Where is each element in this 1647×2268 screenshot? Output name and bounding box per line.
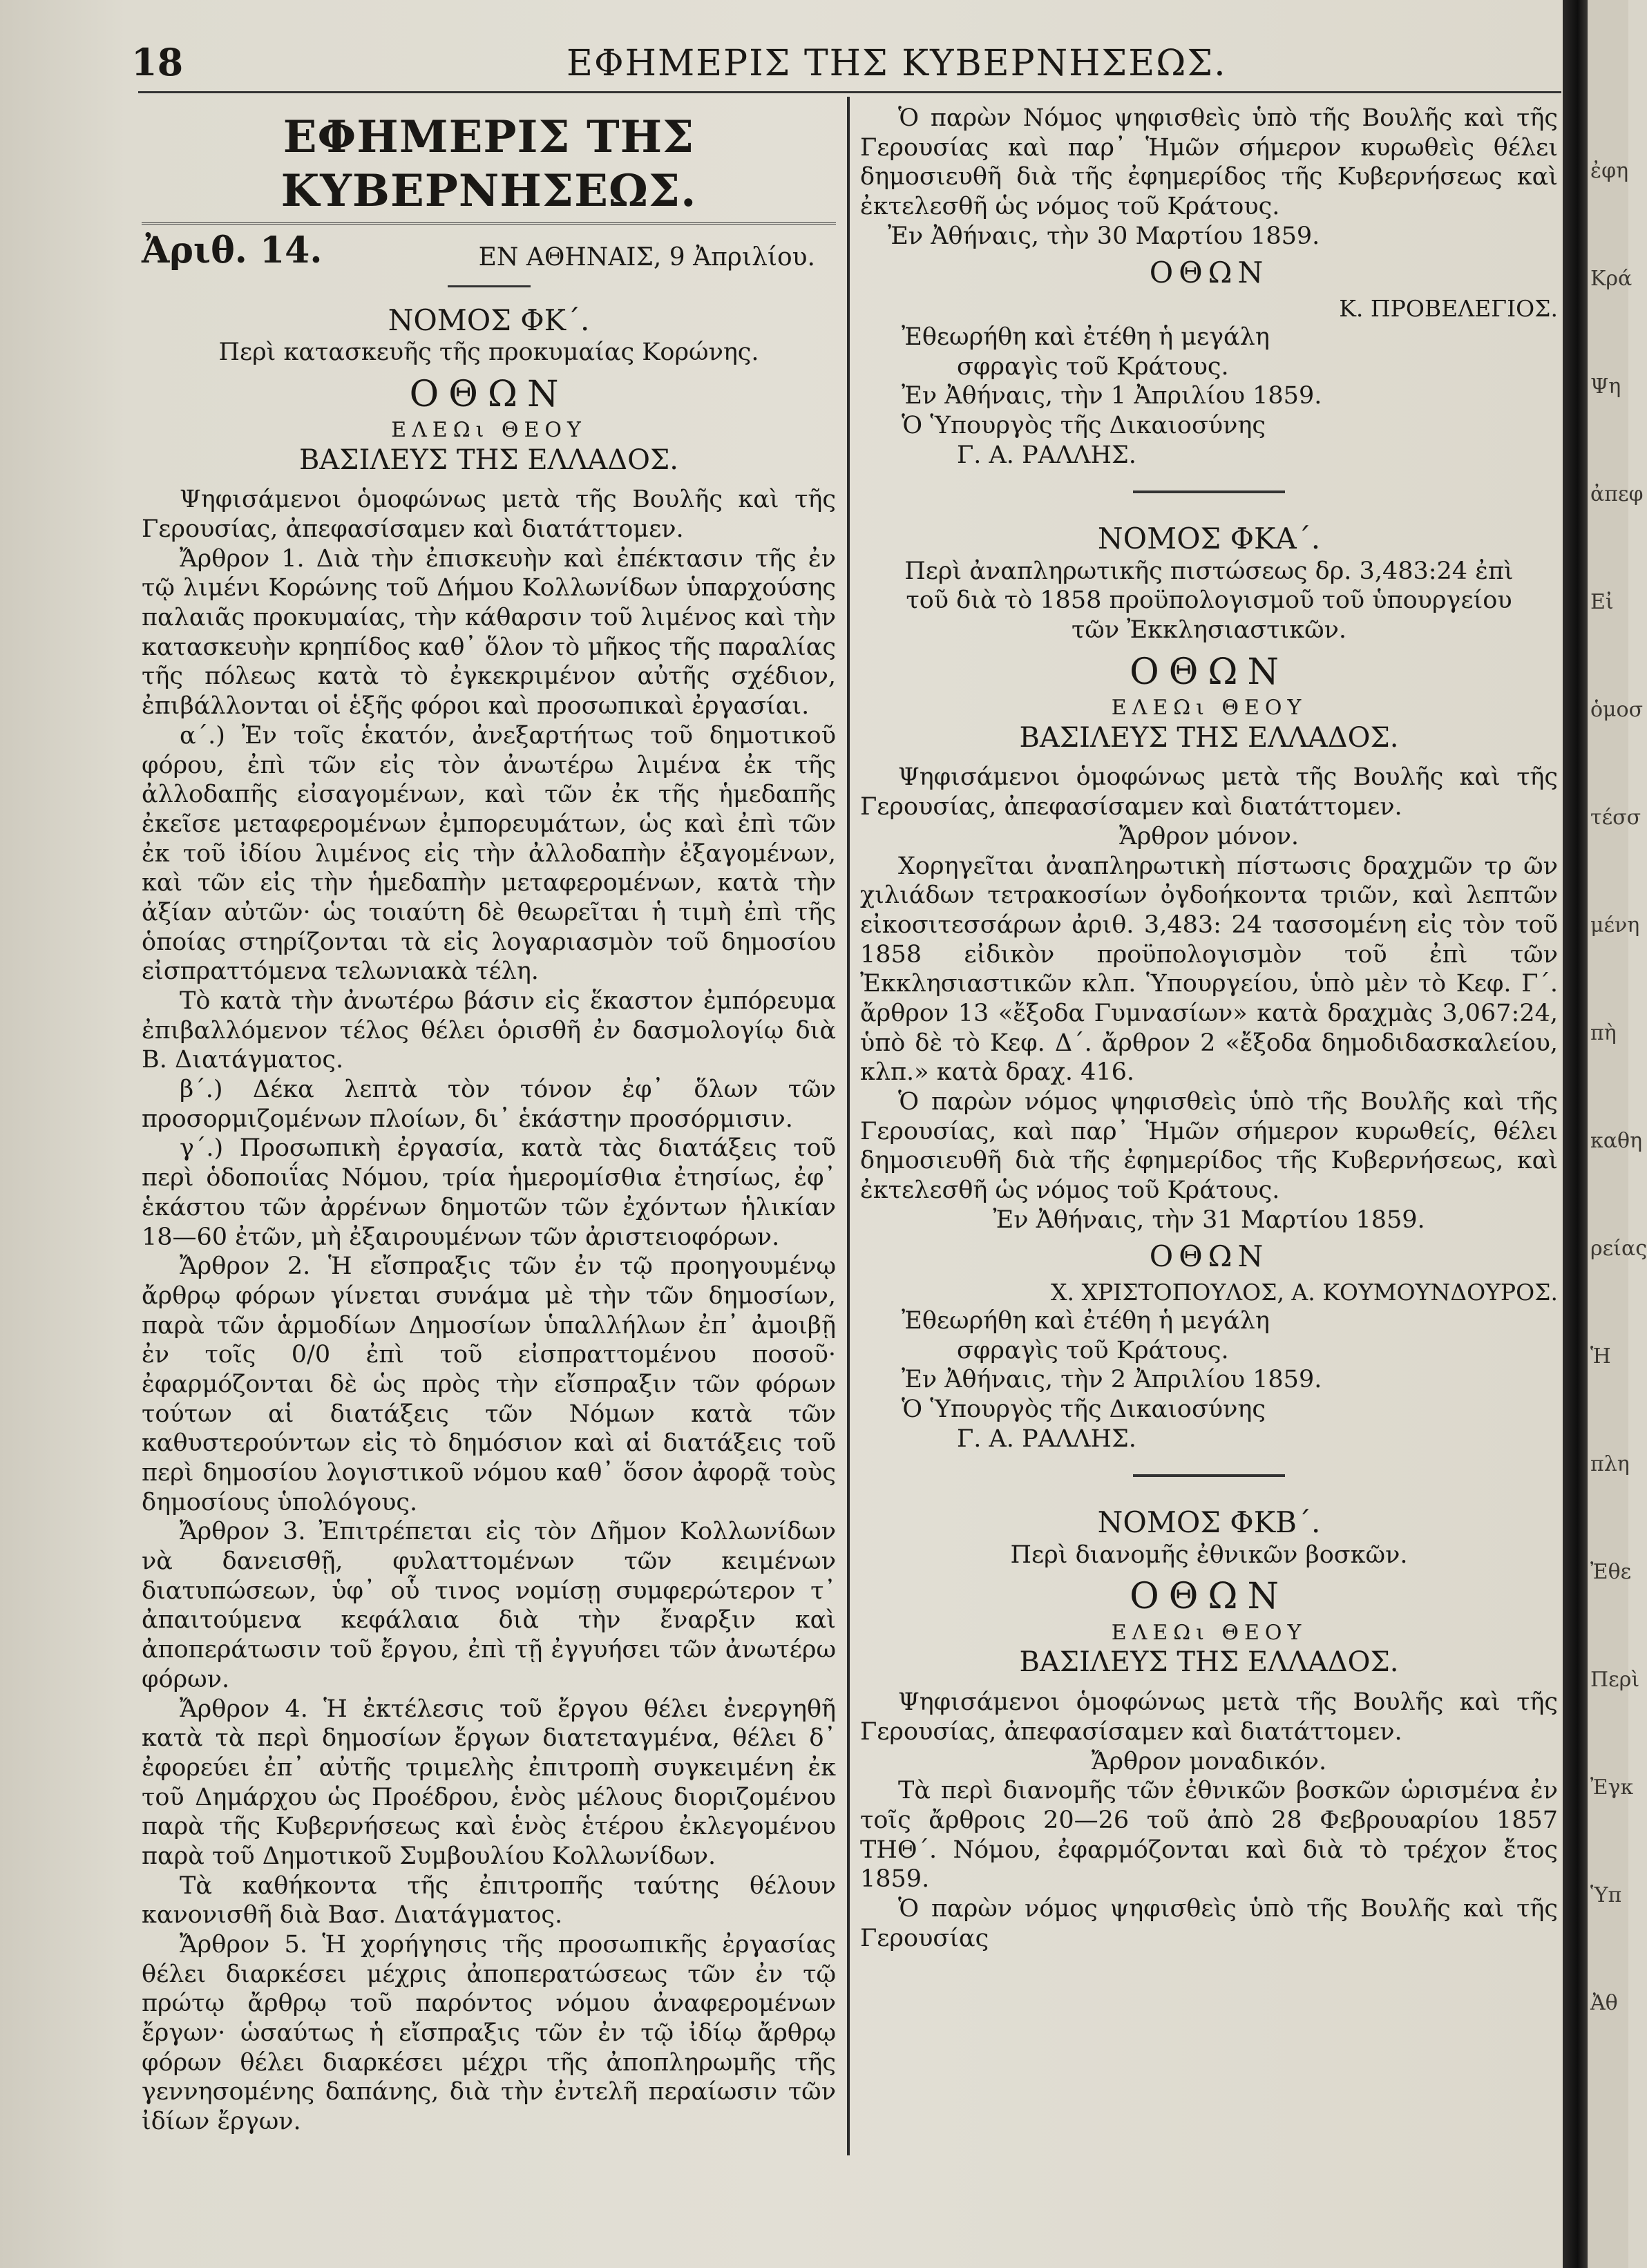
page-number: 18	[131, 40, 184, 84]
header-rule	[138, 91, 1561, 93]
law-paragraph: Ἄρθρον 2. Ἡ εἴσπραξις τῶν ἐν τῷ προηγουμένῳ ἄρθρῳ φόρων γίνεται συνάμα μὲ τὴν τῶν δημοσίων, παρὰ τῶν ἁρμοδίων Δημοσίων ὑπαλλήλων ἐπ᾽ ἀμοιβῇ ἐν τοῖς 0/0 ἐπὶ τοῦ εἰσπραττομένου ποσοῦ· ἐφαρμόζονται δὲ ὡς πρὸς τὴν εἴσπραξιν τῶν φόρων τούτων αἱ διατάξεις τῶν Νόμων κατὰ τῶν καθυστερούντων εἰς τὸ δημόσιον καὶ αἱ διατάξεις τοῦ περὶ δημοσίου λογιστικοῦ νόμου καθ᾽ ὅσον ἀφορᾷ τοὺς δημοσίους ὑπολόγους.	[142, 1252, 836, 1516]
section-rule	[1133, 1474, 1285, 1477]
law-closing-paragraph: Ὁ παρὼν νόμος ψηφισθεὶς ὑπὸ τῆς Βουλῆς καὶ τῆς Γερουσίας	[860, 1894, 1558, 1952]
king-signature: ΟΘΩΝ	[1149, 1239, 1269, 1274]
royal-title: ΒΑΣΙΛΕΥΣ ΤΗΣ ΕΛΛΑΔΟΣ.	[1019, 1646, 1399, 1679]
law-paragraph: Ἄρθρον 5. Ἡ χορήγησις τῆς προσωπικῆς ἐργασίας θέλει διαρκέσει μέχρις ἀποπερατώσεως τῶν ἐν τῷ πρώτῳ ἄρθρῳ τοῦ παρόντος νόμου ἀναφερομένων ἔργων· ὡσαύτως ἡ εἴσπραξις τῶν ἐν τῷ ἰδίῳ ἄρθρῳ φόρων θέλει διαρκέσει μέχρι τῆς ἀποπληρωμῆς τῆς γεννησομένης δαπάνης, διὰ τὴν ἐντελῆ περαίωσιν τῶν ἰδίων ἔργων.	[142, 1931, 836, 2136]
justice-minister-title: Ὁ Ὑπουργὸς τῆς Δικαιοσύνης	[902, 1395, 1266, 1424]
adjacent-page-fragment: ρείας	[1590, 1237, 1647, 1261]
adjacent-page-fragment: ἐφη	[1590, 159, 1629, 183]
king-name: ΟΘΩΝ	[1130, 651, 1288, 693]
law-article: Χορηγεῖται ἀναπληρωτικὴ πίστωσις δραχμῶν τρ ῶν χιλιάδων τετρακοσίων ὀγδοήκοντα τριῶν, καὶ λεπτῶν εἰκοσιτεσσάρων ἀριθ. 3,483: 24 τασσομένη εἰς τὸν τοῦ 1858 εἰδικὸν προϋπολογισμὸν τοῦ ἐπὶ τῶν Ἐκκλησιαστικῶν κλπ. Ὑπουργείου, ὑπὸ μὲν τὸ Κεφ. Γ΄. ἄρθρον 13 «ἔξοδα Γυμνασίων» κατὰ δραχμὰς 3,067:24, ὑπὸ δὲ τὸ Κεφ. Δ΄. ἄρθρον 2 «ἔξοδα δημοδιδασκαλείου, κλπ.» κατὰ δραχ. 416.	[860, 852, 1558, 1087]
law-preamble: Ψηφισάμενοι ὁμοφώνως μετὰ τῆς Βουλῆς καὶ τῆς Γερουσίας, ἀπεφασίσαμεν καὶ διατάττομεν.	[860, 1688, 1558, 1746]
adjacent-page-fragment: πὴ	[1590, 1021, 1617, 1045]
issue-line	[142, 229, 836, 272]
masthead-title: ΕΦΗΜΕΡΙΣ ΤΗΣ ΚΥΒΕΡΝΗΣΕΩΣ.	[142, 111, 836, 225]
law-paragraph: Ψηφισάμενοι ὁμοφώνως μετὰ τῆς Βουλῆς καὶ τῆς Γερουσίας, ἀπεφασίσαμεν καὶ διατάττομεν.	[142, 486, 836, 544]
king-name: ΟΘΩΝ	[409, 373, 569, 415]
section-rule	[1133, 490, 1285, 493]
king-name: ΟΘΩΝ	[1130, 1576, 1288, 1618]
law-date: Ἐν Ἀθήναις, τὴν 30 Μαρτίου 1859.	[888, 222, 1320, 250]
divine-grace: ΕΛΕΩι ΘΕΟΥ	[391, 417, 587, 442]
adjacent-page-fragment: Ἀθ	[1590, 1991, 1618, 2015]
adjacent-page-fragment: ὁμοσ	[1590, 698, 1644, 722]
justice-minister-title: Ὁ Ὑπουργὸς τῆς Δικαιοσύνης	[902, 411, 1266, 439]
seal-note-2: σφραγὶς τοῦ Κράτους.	[957, 1336, 1229, 1364]
adjacent-page-fragment: Περὶ	[1590, 1668, 1640, 1692]
law-title: ΝΟΜΟΣ ΦΚΑ΄.	[1097, 522, 1321, 556]
book-spine	[1563, 0, 1588, 2268]
divine-grace: ΕΛΕΩι ΘΕΟΥ	[1111, 696, 1307, 721]
law-paragraph: Ἄρθρον 1. Διὰ τὴν ἐπισκευὴν καὶ ἐπέκτασιν τῆς ἐν τῷ λιμένι Κορώνης τοῦ Δήμου Κολλωνίδων ὑπαρχούσης παλαιᾶς προκυμαίας, τὴν κάθαρσιν τοῦ λιμένος καὶ τὴν κατασκευὴν κρηπίδος καθ᾽ ὅλον τὸ μῆκος τῆς παραλίας τῆς πόλεως κατὰ τὸ ἐγκεκριμένον αὐτῆς σχέδιον, ἐπιβάλλονται οἱ ἑξῆς φόροι καὶ προσωπικαὶ ἐργασίαι.	[142, 544, 836, 721]
adjacent-page-edge	[1588, 0, 1647, 2268]
section-rule	[448, 285, 531, 287]
adjacent-page-fragment: Ὑπ	[1590, 1883, 1622, 1907]
law-subject: Περὶ ἀναπληρωτικῆς πιστώσεως δρ. 3,483:24 ἐπὶ τοῦ διὰ τὸ 1858 προϋπολογισμοῦ τοῦ ὑπουργείου τῶν Ἐκκλησιαστικῶν.	[904, 557, 1514, 644]
article-heading: Ἄρθρον μόνον.	[1119, 822, 1299, 850]
adjacent-page-fragment: Εἰ	[1590, 590, 1614, 614]
adjacent-page-fragment: Ἡ	[1590, 1344, 1611, 1369]
right-column	[860, 104, 1558, 1953]
law-paragraph: Ἄρθρον 4. Ἡ ἐκτέλεσις τοῦ ἔργου θέλει ἐνεργηθῆ κατὰ τὰ περὶ δημοσίων ἔργων διατεταγμένα, θέλει δ᾽ ἐφορεύει ἐπ᾽ αὐτῆς τριμελὴς ἐπιτροπὴ συγκειμένη ἐκ τοῦ Δημάρχου ὡς Προέδρου, ἑνὸς μέλους διοριζομένου παρὰ τῆς Κυβερνήσεως καὶ ἑνὸς ἑτέρου ἐκλεγομένου παρὰ τοῦ Δημοτικοῦ Συμβουλίου Κολλωνίδων.	[142, 1695, 836, 1870]
issue-number: Ἀριθ. 14.	[142, 229, 323, 272]
law-paragraph: Ἄρθρον 3. Ἐπιτρέπεται εἰς τὸν Δῆμον Κολλωνίδων νὰ δανεισθῇ, φυλαττομένων τῶν κειμένων διατυπώσεων, ὑφ᾽ οὗ τινος νομίσῃ συμφερώτερον τ᾽ ἀπαιτούμενα κεφάλαια διὰ τὴν ἔναρξιν καὶ ἀποπεράτωσιν τοῦ ἔργου, ἐπὶ τῇ ἐγγυήσει τῶν ἀνωτέρω φόρων.	[142, 1518, 836, 1693]
royal-title: ΒΑΣΙΛΕΥΣ ΤΗΣ ΕΛΛΑΔΟΣ.	[1019, 721, 1399, 754]
law-preamble: Ψηφισάμενοι ὁμοφώνως μετὰ τῆς Βουλῆς καὶ τῆς Γερουσίας, ἀπεφασίσαμεν καὶ διατάττομεν.	[860, 763, 1558, 821]
law-paragraph: β΄.) Δέκα λεπτὰ τὸν τόνον ἐφ᾽ ὅλων τῶν προσορμιζομένων πλοίων, δι᾽ ἑκάστην προσόρμισιν.	[142, 1076, 836, 1133]
seal-note-2: σφραγὶς τοῦ Κράτους.	[957, 352, 1229, 381]
law-paragraph: γ΄.) Προσωπικὴ ἐργασία, κατὰ τὰς διατάξεις τοῦ περὶ ὁδοποιΐας Νόμου, τρία ἡμερομίσθια ἐτησίως, ἐφ᾽ ἑκάστου τῶν ἀρρένων δημοτῶν τῶν ἐχόντων ἡλικίαν 18—60 ἐτῶν, μὴ ἐξαιρουμένων τῶν ἀριστειοφόρων.	[142, 1134, 836, 1251]
adjacent-page-fragment: καθη	[1590, 1129, 1643, 1153]
law-paragraph: Τὸ κατὰ τὴν ἀνωτέρω βάσιν εἰς ἕκαστον ἐμπόρευμα ἐπιβαλλόμενον τέλος θέλει ὁρισθῆ ἐν δασμολογίῳ διὰ Β. Διατάγματος.	[142, 987, 836, 1074]
seal-note: Ἐθεωρήθη καὶ ἐτέθη ἡ μεγάλη	[902, 1306, 1270, 1335]
law-title: ΝΟΜΟΣ ΦΚ΄.	[388, 303, 590, 337]
law-body	[142, 485, 836, 2137]
adjacent-page-fragment: Ἐγκ	[1590, 1775, 1634, 1800]
justice-minister-name: Γ. Α. ΡΑΛΛΗΣ.	[957, 1424, 1136, 1453]
column-divider	[847, 97, 850, 2155]
divine-grace: ΕΛΕΩι ΘΕΟΥ	[1111, 1620, 1307, 1645]
adjacent-page-fragment: Ἐθε	[1590, 1560, 1632, 1584]
law-paragraph: Τὰ καθήκοντα τῆς ἐπιτροπῆς ταύτης θέλουν κανονισθῆ διὰ Βασ. Διατάγματος.	[142, 1871, 836, 1929]
adjacent-page-fragment: τέσσ	[1590, 806, 1641, 830]
seal-date: Ἐν Ἀθήναις, τὴν 2 Ἀπριλίου 1859.	[902, 1366, 1322, 1394]
law-subject: Περὶ διανομῆς ἐθνικῶν βοσκῶν.	[1010, 1541, 1408, 1569]
law-closing-paragraph: Ὁ παρὼν νόμος ψηφισθεὶς ὑπὸ τῆς Βουλῆς καὶ τῆς Γερουσίας, καὶ παρ᾽ Ἡμῶν σήμερον κυρωθείς, θέλει δημοσιευθῆ διὰ τῆς ἐφημερίδος τῆς Κυβερνήσεως, καὶ ἐκτελεσθῆ ὡς νόμος τοῦ Κράτους.	[860, 1088, 1558, 1205]
law-article: Τὰ περὶ διανομῆς τῶν ἐθνικῶν βοσκῶν ὡρισμένα ἐν τοῖς ἄρθροις 20—26 τοῦ ἀπὸ 28 Φεβρουαρίου 1857 ΤΗΘ΄. Νόμου, ἐφαρμόζονται καὶ διὰ τὸ τρέχον ἔτος 1859.	[860, 1777, 1558, 1894]
law-paragraph: α΄.) Ἐν τοῖς ἑκατόν, ἀνεξαρτήτως τοῦ δημοτικοῦ φόρου, ἐπὶ τῶν εἰς τὸν ἀνωτέρω λιμένα ἐκ τῆς ἀλλοδαπῆς εἰσαγομένων, καὶ τῶν ἐκ τῆς ἡμεδαπῆς ἐκεῖσε μεταφερομένων ἐμπορευμάτων, ὡς καὶ ἐπὶ τῶν ἐκ τοῦ ἰδίου λιμένος εἰς τὴν ἀλλοδαπὴν ἐξαγομένων, καὶ τῶν εἰς τὴν ἡμεδαπὴν μεταφερομένων, κατὰ τὴν ἀξίαν αὐτῶν· ὡς τοιαύτη δὲ θεωρεῖται ἡ τιμὴ ἐπὶ τῆς ὁποίας στηρίζονται τὰ εἰς λογαριασμὸν τοῦ δημοσίου εἰσπραττόμενα τελωνιακὰ τέλη.	[142, 721, 836, 986]
issue-date: ΕΝ ΑΘΗΝΑΙΣ, 9 Ἀπριλίου.	[478, 242, 815, 271]
adjacent-page-fragment: Ψη	[1590, 374, 1621, 399]
adjacent-page-fragment: μένη	[1590, 913, 1640, 937]
adjacent-page-fragment: Κρά	[1590, 267, 1632, 291]
law-date: Ἐν Ἀθήναις, τὴν 31 Μαρτίου 1859.	[993, 1206, 1425, 1234]
seal-note: Ἐθεωρήθη καὶ ἐτέθη ἡ μεγάλη	[902, 323, 1270, 351]
adjacent-page-fragment: πλη	[1590, 1452, 1630, 1476]
law-subject: Περὶ κατασκευῆς τῆς προκυμαίας Κορώνης.	[218, 338, 759, 366]
minister-signatures: Χ. ΧΡΙΣΤΟΠΟΥΛΟΣ, Α. ΚΟΥΜΟΥΝΔΟΥΡΟΣ.	[1051, 1278, 1558, 1306]
running-head: ΕΦΗΜΕΡΙΣ ΤΗΣ ΚΥΒΕΡΝΗΣΕΩΣ.	[567, 43, 1227, 84]
article-heading: Ἄρθρον μοναδικόν.	[1091, 1747, 1327, 1775]
left-column	[142, 97, 836, 2137]
king-signature: ΟΘΩΝ	[1149, 256, 1269, 290]
seal-date: Ἐν Ἀθήναις, τὴν 1 Ἀπριλίου 1859.	[902, 382, 1322, 410]
law-title: ΝΟΜΟΣ ΦΚΒ΄.	[1097, 1505, 1321, 1540]
royal-title: ΒΑΣΙΛΕΥΣ ΤΗΣ ΕΛΛΑΔΟΣ.	[299, 444, 678, 476]
law-closing-paragraph: Ὁ παρὼν Νόμος ψηφισθεὶς ὑπὸ τῆς Βουλῆς καὶ τῆς Γερουσίας καὶ παρ᾽ Ἡμῶν σήμερον κυρωθεὶς θέλει δημοσιευθῆ διὰ τῆς ἐφημερίδος τῆς Κυβερνήσεως καὶ ἐκτελεσθῆ ὡς νόμος τοῦ Κράτους.	[860, 104, 1558, 221]
justice-minister-name: Γ. Α. ΡΑΛΛΗΣ.	[957, 441, 1136, 469]
adjacent-page-fragment: ἀπεφ	[1590, 482, 1644, 506]
minister-signature: Κ. ΠΡΟΒΕΛΕΓΙΟΣ.	[1339, 294, 1558, 322]
